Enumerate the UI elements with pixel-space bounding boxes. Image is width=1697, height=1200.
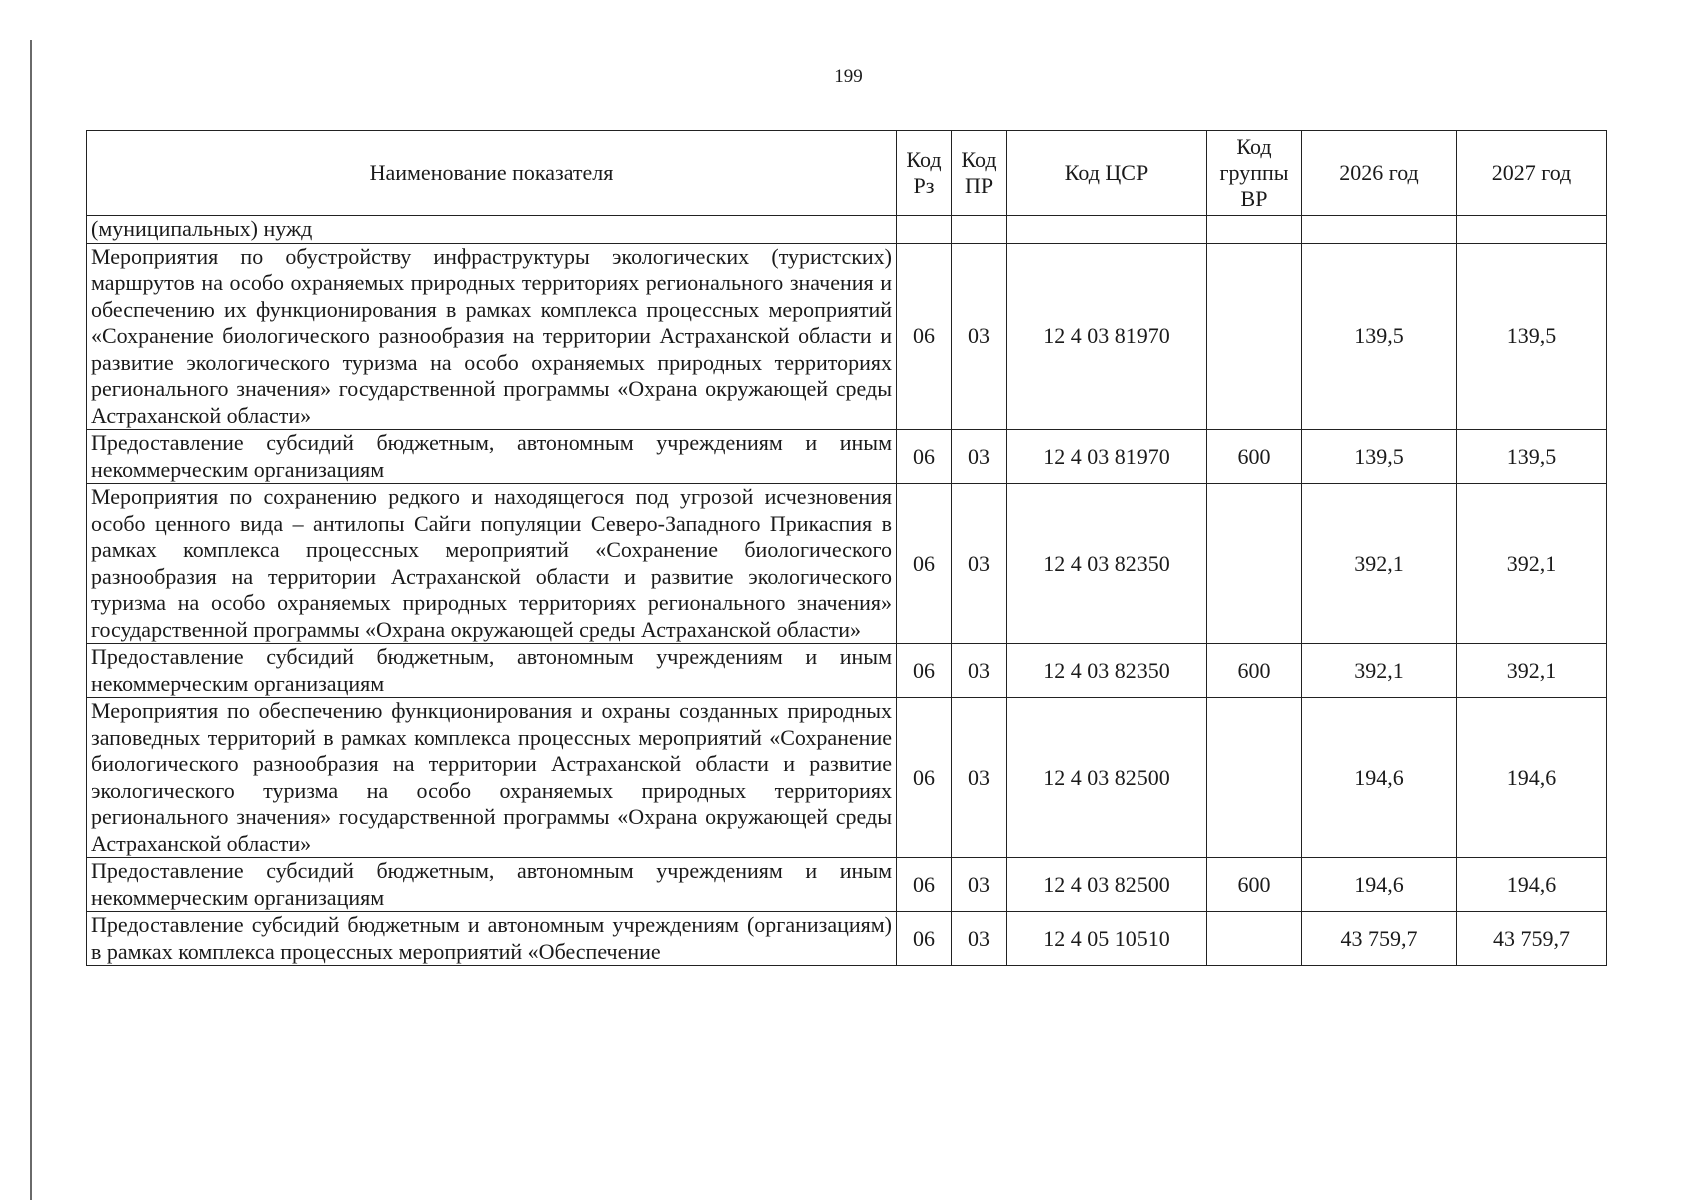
table-row bbox=[87, 216, 1607, 244]
row-vr bbox=[1207, 698, 1302, 858]
header-rz: Код Рз bbox=[897, 131, 952, 216]
row-rz: 06 bbox=[897, 484, 952, 644]
table-row bbox=[87, 698, 1607, 858]
table-row bbox=[87, 644, 1607, 698]
row-2026: 392,1 bbox=[1302, 484, 1457, 644]
row-2026: 392,1 bbox=[1302, 644, 1457, 698]
row-pr: 03 bbox=[952, 644, 1007, 698]
row-2027: 139,5 bbox=[1457, 430, 1607, 484]
row-name: Мероприятия по обустройству инфраструктуры экологических (туристских) маршрутов на особо охраняемых природных территориях регионального значения и обеспечению их функционирования в рамках комплекса процессных мероприятий «Сохранение биологического разнообразия на территории Астраханской области и развитие экологического туризма на особо охраняемых природных территориях регионального значения» государственной программы «Охрана окружающей среды Астраханской области» bbox=[87, 243, 897, 430]
row-vr bbox=[1207, 912, 1302, 966]
row-pr: 03 bbox=[952, 243, 1007, 430]
row-csr: 12 4 03 82350 bbox=[1007, 644, 1207, 698]
row-rz: 06 bbox=[897, 698, 952, 858]
scan-edge-line bbox=[30, 40, 32, 1200]
row-rz: 06 bbox=[897, 430, 952, 484]
row-rz: 06 bbox=[897, 912, 952, 966]
row-vr bbox=[1207, 216, 1302, 244]
row-2027 bbox=[1457, 216, 1607, 244]
row-2026: 139,5 bbox=[1302, 430, 1457, 484]
row-pr: 03 bbox=[952, 484, 1007, 644]
header-pr: Код ПР bbox=[952, 131, 1007, 216]
row-name: Предоставление субсидий бюджетным, автономным учреждениям и иным некоммерческим организациям bbox=[87, 644, 897, 698]
row-csr: 12 4 03 81970 bbox=[1007, 430, 1207, 484]
row-rz: 06 bbox=[897, 644, 952, 698]
row-pr: 03 bbox=[952, 698, 1007, 858]
row-2027: 139,5 bbox=[1457, 243, 1607, 430]
row-vr: 600 bbox=[1207, 644, 1302, 698]
table-row bbox=[87, 484, 1607, 644]
row-2026: 43 759,7 bbox=[1302, 912, 1457, 966]
table-row bbox=[87, 912, 1607, 966]
table-header-row bbox=[87, 131, 1607, 216]
header-2026: 2026 год bbox=[1302, 131, 1457, 216]
row-2027: 392,1 bbox=[1457, 484, 1607, 644]
row-vr bbox=[1207, 484, 1302, 644]
row-pr: 03 bbox=[952, 858, 1007, 912]
row-name: Предоставление субсидий бюджетным, автономным учреждениям и иным некоммерческим организациям bbox=[87, 430, 897, 484]
row-csr: 12 4 03 82350 bbox=[1007, 484, 1207, 644]
row-rz bbox=[897, 216, 952, 244]
row-rz: 06 bbox=[897, 858, 952, 912]
budget-table bbox=[86, 130, 1607, 966]
header-csr: Код ЦСР bbox=[1007, 131, 1207, 216]
row-csr: 12 4 03 82500 bbox=[1007, 698, 1207, 858]
row-csr: 12 4 03 82500 bbox=[1007, 858, 1207, 912]
row-name: Предоставление субсидий бюджетным и автономным учреждениям (организациям) в рамках комплекса процессных мероприятий «Обеспечение bbox=[87, 912, 897, 966]
row-pr bbox=[952, 216, 1007, 244]
row-csr: 12 4 05 10510 bbox=[1007, 912, 1207, 966]
row-name: Мероприятия по обеспечению функционирования и охраны созданных природных заповедных территорий в рамках комплекса процессных мероприятий «Сохранение биологического разнообразия на территории Астраханской области и развитие экологического туризма на особо охраняемых природных территориях регионального значения» государственной программы «Охрана окружающей среды Астраханской области» bbox=[87, 698, 897, 858]
row-rz: 06 bbox=[897, 243, 952, 430]
header-2027: 2027 год bbox=[1457, 131, 1607, 216]
row-2026: 194,6 bbox=[1302, 858, 1457, 912]
table-row bbox=[87, 430, 1607, 484]
row-2026: 139,5 bbox=[1302, 243, 1457, 430]
row-2026: 194,6 bbox=[1302, 698, 1457, 858]
header-vr: Код группы ВР bbox=[1207, 131, 1302, 216]
row-vr: 600 bbox=[1207, 858, 1302, 912]
row-2026 bbox=[1302, 216, 1457, 244]
header-name: Наименование показателя bbox=[87, 131, 897, 216]
table-row bbox=[87, 243, 1607, 430]
row-2027: 194,6 bbox=[1457, 858, 1607, 912]
row-name: (муниципальных) нужд bbox=[87, 216, 897, 244]
row-2027: 43 759,7 bbox=[1457, 912, 1607, 966]
page-number: 199 bbox=[834, 66, 863, 87]
row-name: Мероприятия по сохранению редкого и находящегося под угрозой исчезновения особо ценного вида – антилопы Сайги популяции Северо-Западного Прикаспия в рамках комплекса процессных мероприятий «Сохранение биологического разнообразия на территории Астраханской области и развитие экологического туризма на особо охраняемых природных территориях регионального значения» государственной программы «Охрана окружающей среды Астраханской области» bbox=[87, 484, 897, 644]
table-row bbox=[87, 858, 1607, 912]
row-vr: 600 bbox=[1207, 430, 1302, 484]
row-vr bbox=[1207, 243, 1302, 430]
row-2027: 392,1 bbox=[1457, 644, 1607, 698]
row-pr: 03 bbox=[952, 430, 1007, 484]
row-name: Предоставление субсидий бюджетным, автономным учреждениям и иным некоммерческим организациям bbox=[87, 858, 897, 912]
row-csr bbox=[1007, 216, 1207, 244]
row-csr: 12 4 03 81970 bbox=[1007, 243, 1207, 430]
row-pr: 03 bbox=[952, 912, 1007, 966]
row-2027: 194,6 bbox=[1457, 698, 1607, 858]
